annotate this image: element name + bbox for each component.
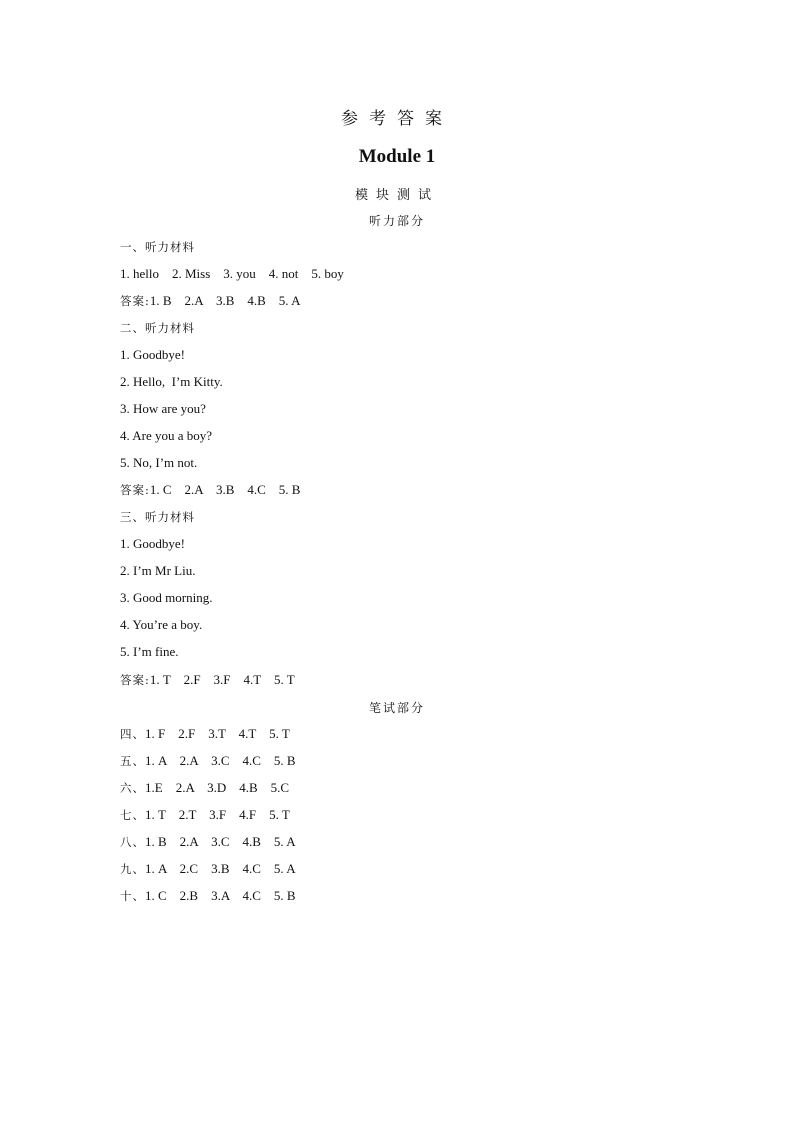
part3-answer-line [120, 672, 295, 688]
part2-item: 4. Are you a boy? [120, 428, 213, 443]
part3-item: 2. I’m Mr Liu. [120, 563, 196, 578]
answer-values: 1. B 2.A 3.B 4.B 5. A [149, 293, 301, 308]
part3-label: 三、听力材料 [120, 510, 195, 524]
row-answers: 1. A 2.A 3.C 4.C 5. B [145, 753, 296, 768]
written-row [120, 780, 289, 796]
written-row [120, 861, 296, 877]
test-subtitle: 模块测试 [354, 188, 439, 203]
listening-section-heading: 听力部分 [368, 214, 425, 228]
row-label: 四、 [120, 727, 145, 741]
part3-item: 3. Good morning. [120, 590, 213, 605]
written-row [120, 834, 296, 850]
answer-label: 答案: [120, 294, 150, 308]
answer-values: 1. T 2.F 3.F 4.T 5. T [149, 672, 295, 687]
row-answers: 1. C 2.B 3.A 4.C 5. B [145, 888, 296, 903]
part1-label: 一、听力材料 [120, 240, 195, 254]
row-label: 九、 [120, 862, 145, 876]
part3-item: 1. Goodbye! [120, 536, 185, 551]
row-answers: 1.E 2.A 3.D 4.B 5.C [145, 780, 290, 795]
written-row [120, 753, 296, 769]
row-label: 六、 [120, 781, 145, 795]
part2-answer-line [120, 482, 300, 498]
part2-item: 5. No, I’m not. [120, 455, 198, 470]
part2-item: 3. How are you? [120, 401, 206, 416]
part2-item: 1. Goodbye! [120, 347, 185, 362]
row-answers: 1. T 2.T 3.F 4.F 5. T [145, 807, 290, 822]
answer-label: 答案: [120, 483, 150, 497]
part3-item: 5. I’m fine. [120, 644, 179, 659]
written-row [120, 807, 290, 823]
part1-answer-line [120, 293, 300, 309]
answer-values: 1. C 2.A 3.B 4.C 5. B [149, 482, 301, 497]
part1-material: 1. hello 2. Miss 3. you 4. not 5. boy [120, 266, 344, 281]
part2-item: 2. Hello, I’m Kitty. [120, 374, 223, 389]
row-label: 十、 [120, 889, 145, 903]
part2-label: 二、听力材料 [120, 321, 195, 335]
row-label: 五、 [120, 754, 145, 768]
row-answers: 1. B 2.A 3.C 4.B 5. A [145, 834, 296, 849]
row-label: 八、 [120, 835, 145, 849]
row-answers: 1. F 2.F 3.T 4.T 5. T [145, 726, 290, 741]
page-title: 参考答案 [341, 109, 453, 129]
answer-label: 答案: [120, 673, 150, 687]
written-row [120, 726, 290, 742]
written-row [120, 888, 296, 904]
module-heading: Module 1 [358, 146, 436, 167]
part3-item: 4. You’re a boy. [120, 617, 203, 632]
written-section-heading: 笔试部分 [368, 701, 425, 715]
row-label: 七、 [120, 808, 145, 822]
row-answers: 1. A 2.C 3.B 4.C 5. A [145, 861, 296, 876]
